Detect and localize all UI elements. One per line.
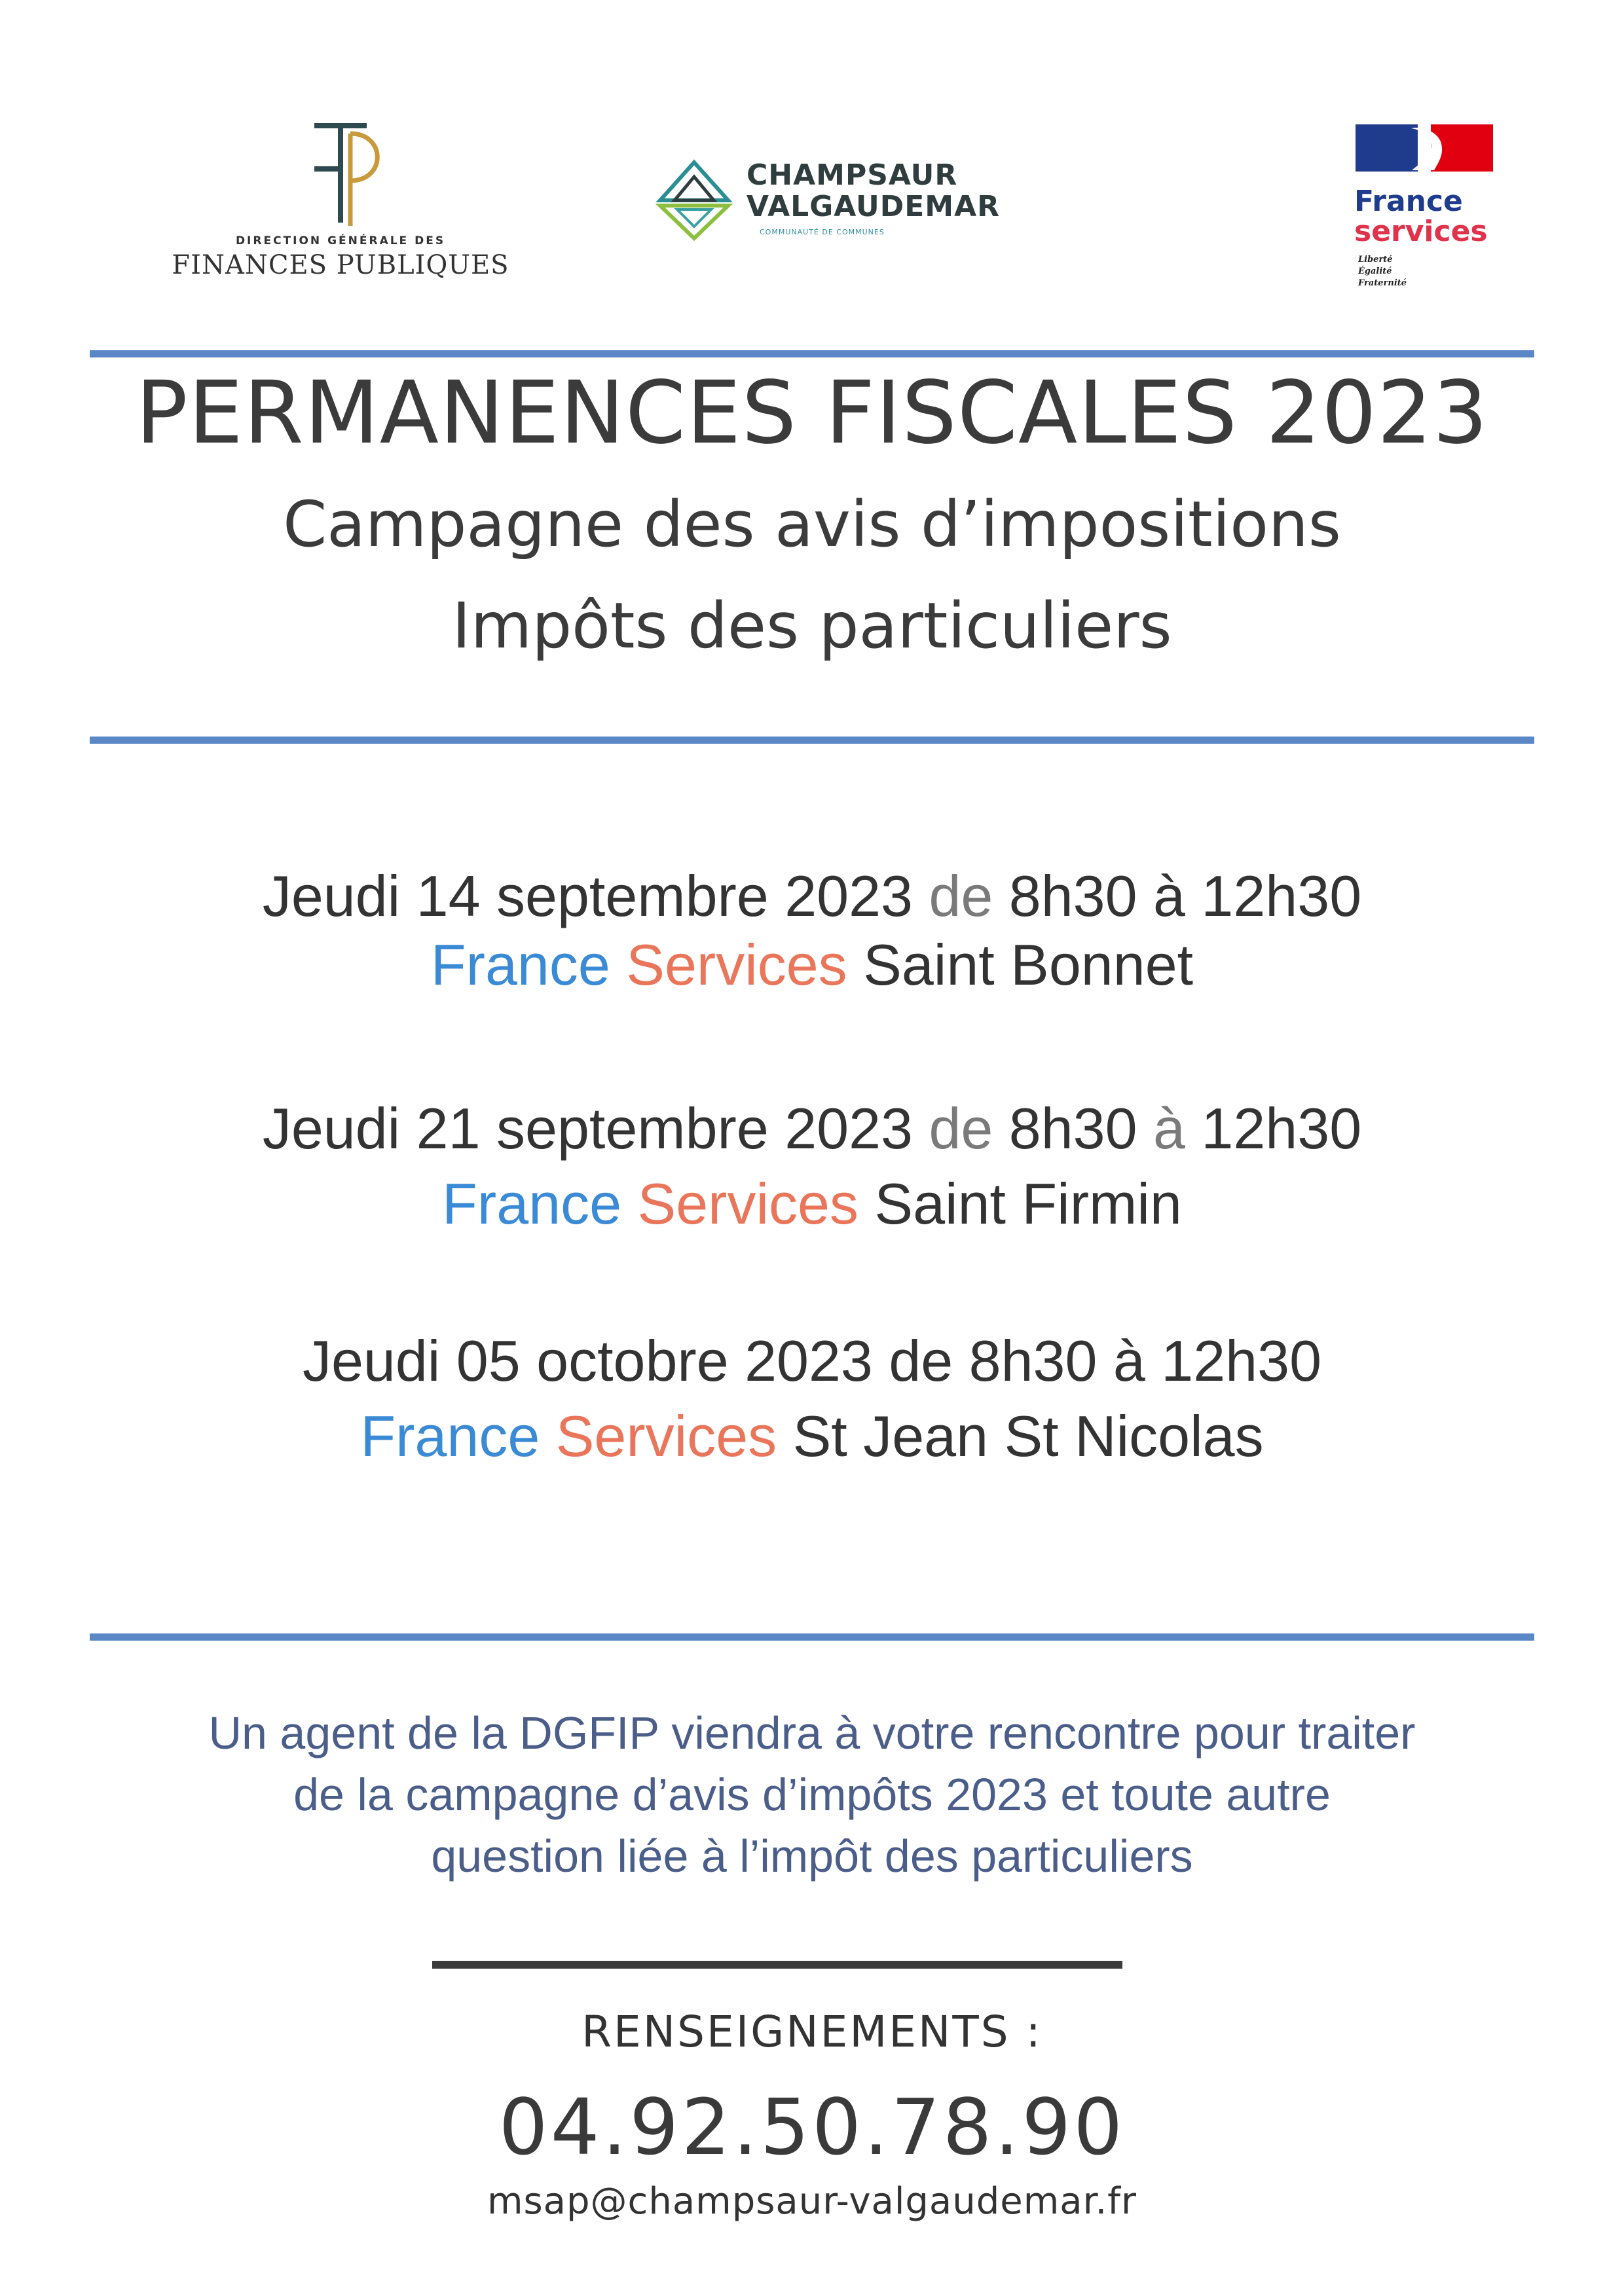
session-date: Jeudi 14 septembre 2023 <box>262 864 913 928</box>
subtitle-campaign: Campagne des avis d’impositions <box>283 488 1341 561</box>
session-a: à <box>1153 1096 1185 1161</box>
session-end: 12h30 <box>1201 864 1362 928</box>
place-location: St Jean St Nicolas <box>792 1404 1264 1468</box>
place-services: Services <box>555 1404 777 1468</box>
contact-divider <box>432 1961 1122 1969</box>
top-divider <box>90 350 1534 357</box>
place-france: France <box>442 1171 622 1236</box>
contact-label: RENSEIGNEMENTS : <box>581 2007 1043 2057</box>
info-line: question liée à l’impôt des particuliers <box>431 1831 1193 1882</box>
cv-name-line1: CHAMPSAUR <box>747 158 958 192</box>
session-place-line <box>0 932 1624 997</box>
place-france: France <box>430 932 610 997</box>
header-bottom-divider <box>90 737 1534 744</box>
session-start: 8h30 <box>1008 1096 1137 1161</box>
session-date: Jeudi 21 septembre 2023 <box>262 1096 913 1161</box>
france-services-word-services: services <box>1354 215 1488 248</box>
mountain-icon <box>655 157 733 242</box>
place-location: Saint Firmin <box>874 1171 1182 1236</box>
place-france: France <box>360 1404 540 1468</box>
session-end: 12h30 <box>1201 1096 1362 1161</box>
session-de: de <box>889 1328 953 1393</box>
france-services-word-france: France <box>1354 185 1463 218</box>
info-line: Un agent de la DGFIP viendra à votre rencontre pour traiter <box>208 1707 1416 1758</box>
session-de: de <box>929 864 993 928</box>
dgfip-monogram-icon <box>288 118 393 229</box>
republic-motto <box>1358 254 1407 289</box>
place-services: Services <box>637 1171 858 1236</box>
motto-liberte: Liberté <box>1358 255 1393 264</box>
session-start: 8h30 <box>969 1328 1098 1393</box>
france-services-logo <box>1349 124 1506 308</box>
cv-name-line3: COMMUNAUTÉ DE COMMUNES <box>760 228 885 236</box>
info-paragraph <box>0 1702 1624 1887</box>
session-date-line <box>0 1328 1624 1393</box>
session-a: à <box>1113 1328 1145 1393</box>
session-date: Jeudi 05 octobre 2023 <box>302 1328 873 1393</box>
session-place-line <box>0 1171 1624 1236</box>
info-line: de la campagne d’avis d’impôts 2023 et toute autre <box>293 1769 1331 1820</box>
page-title: PERMANENCES FISCALES 2023 <box>136 363 1488 464</box>
motto-fraternite: Fraternité <box>1358 278 1407 288</box>
subtitle-taxes: Impôts des particuliers <box>452 589 1172 663</box>
champsaur-valgaudemar-logo <box>655 157 1000 255</box>
motto-egalite: Égalité <box>1358 266 1392 276</box>
dgfip-big-text: FINANCES PUBLIQUES <box>172 250 509 280</box>
session-a: à <box>1153 864 1185 928</box>
session-date-line <box>0 1096 1624 1161</box>
contact-email[interactable]: msap@champsaur-valgaudemar.fr <box>487 2180 1137 2223</box>
marianne-flag-icon <box>1356 124 1493 172</box>
session-end: 12h30 <box>1161 1328 1322 1393</box>
dgfip-logo <box>170 118 511 308</box>
place-services: Services <box>626 932 847 997</box>
dgfip-small-text: DIRECTION GÉNÉRALE DES <box>235 234 446 247</box>
sessions-bottom-divider <box>90 1633 1534 1641</box>
session-place-line <box>0 1404 1624 1468</box>
session-date-line <box>0 864 1624 928</box>
session-de: de <box>929 1096 993 1161</box>
cv-name-line2: VALGAUDEMAR <box>747 190 1000 223</box>
session-start: 8h30 <box>1008 864 1137 928</box>
contact-phone[interactable]: 04.92.50.78.90 <box>498 2082 1126 2172</box>
place-location: Saint Bonnet <box>863 932 1194 997</box>
